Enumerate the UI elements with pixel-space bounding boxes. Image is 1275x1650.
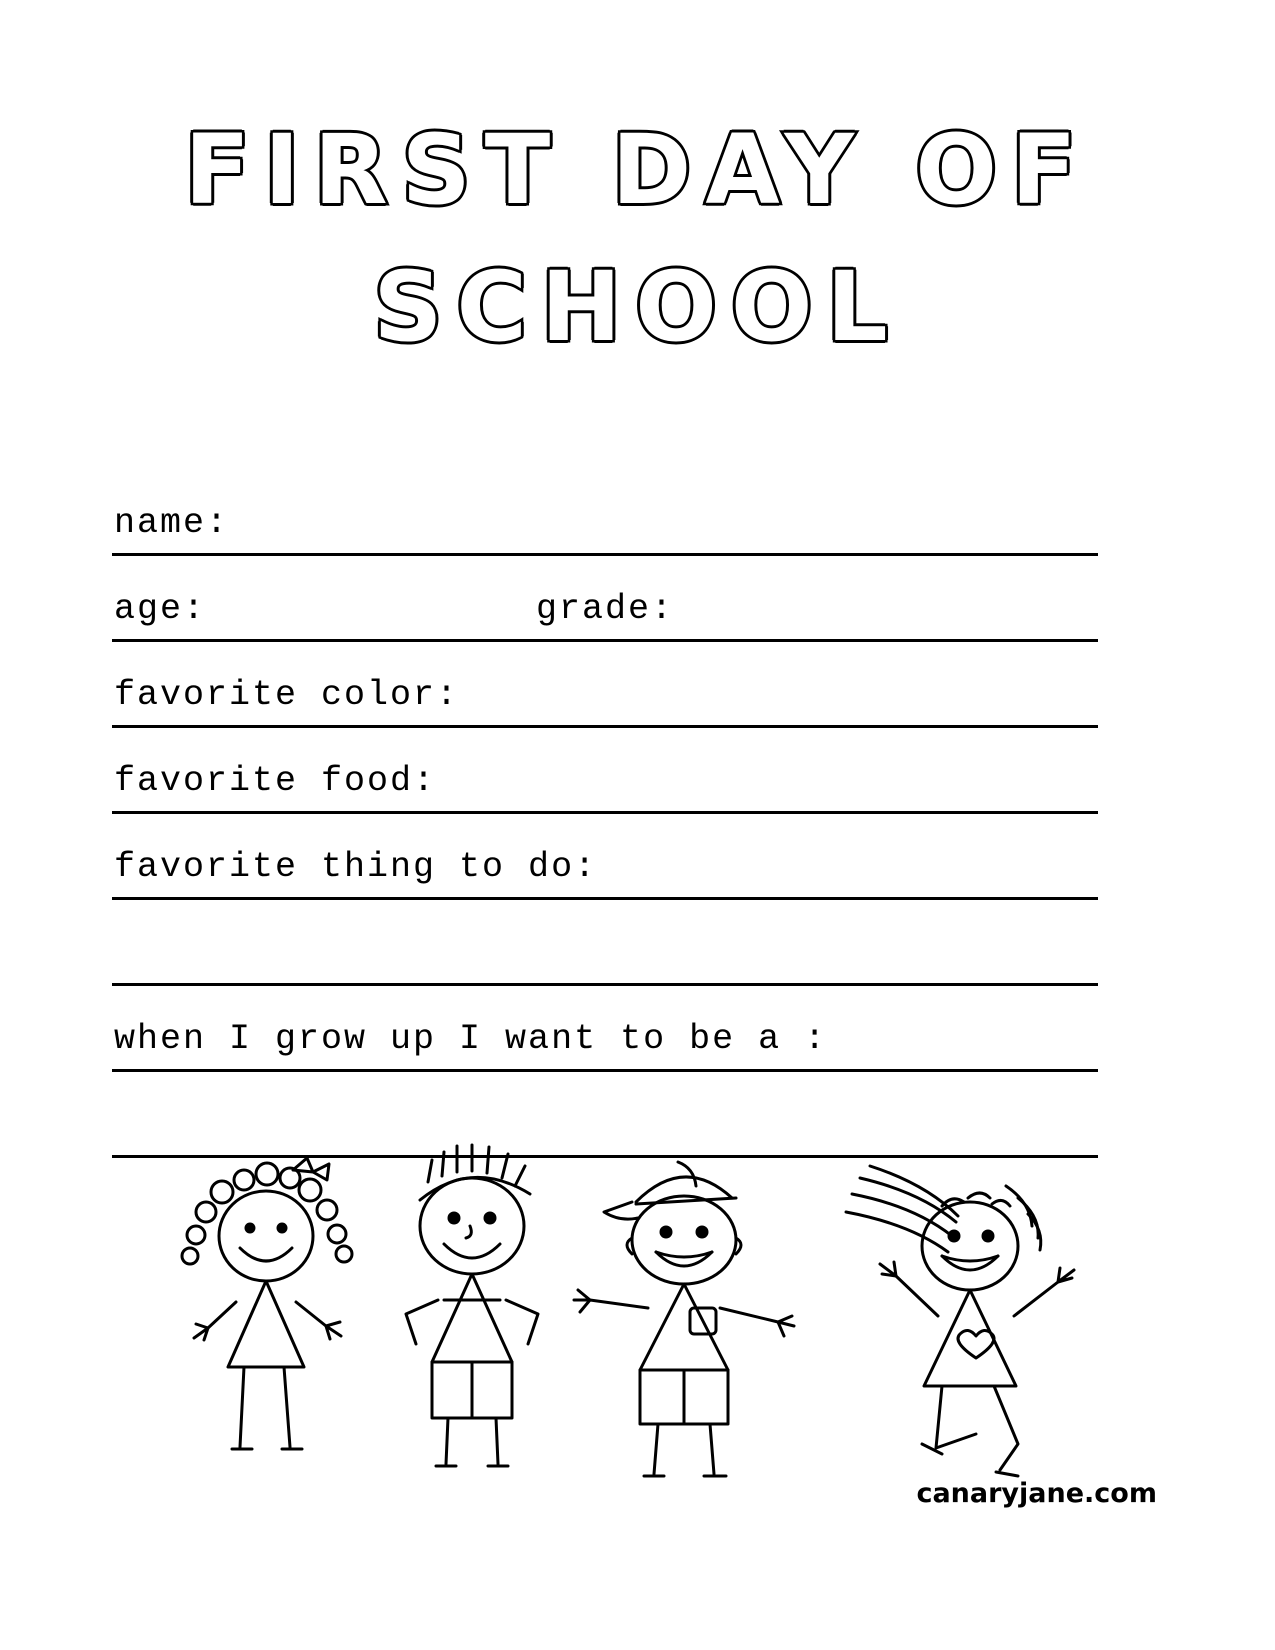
form-label-age: age: [114,589,207,629]
form-label-name: name: [114,503,230,543]
form-row-favorite-food[interactable] [112,728,1098,814]
form-label-grade: grade: [536,589,675,629]
kid-boy-with-cap [574,1162,794,1476]
kid-girl-curly-hair [182,1158,352,1449]
form-row-favorite-color[interactable] [112,642,1098,728]
kid-girl-long-hair [846,1166,1074,1476]
form-row-age-grade[interactable] [112,556,1098,642]
four-stick-figure-kids-illustration [170,1140,1110,1520]
site-credit: canaryjane.com [916,1478,1157,1509]
kids-drawing-svg [170,1140,1110,1520]
form-row-favorite-thing-to-do[interactable] [112,814,1098,900]
page-title-line-1: FIRST DAY OF [184,114,1091,226]
page-title [0,114,1275,363]
form-row-name[interactable] [112,470,1098,556]
page-title-line-2: SCHOOL [373,250,902,363]
form-label-when-i-grow-up: when I grow up I want to be a : [114,1019,828,1059]
form-row-when-i-grow-up[interactable] [112,986,1098,1072]
worksheet-form [112,470,1098,1158]
form-label-favorite-thing-to-do: favorite thing to do: [114,847,598,887]
kid-boy-spiky-hair [406,1145,538,1466]
form-label-favorite-color: favorite color: [114,675,460,715]
form-row-favorite-thing-to-do-continuation[interactable] [112,900,1098,986]
form-label-favorite-food: favorite food: [114,761,437,801]
